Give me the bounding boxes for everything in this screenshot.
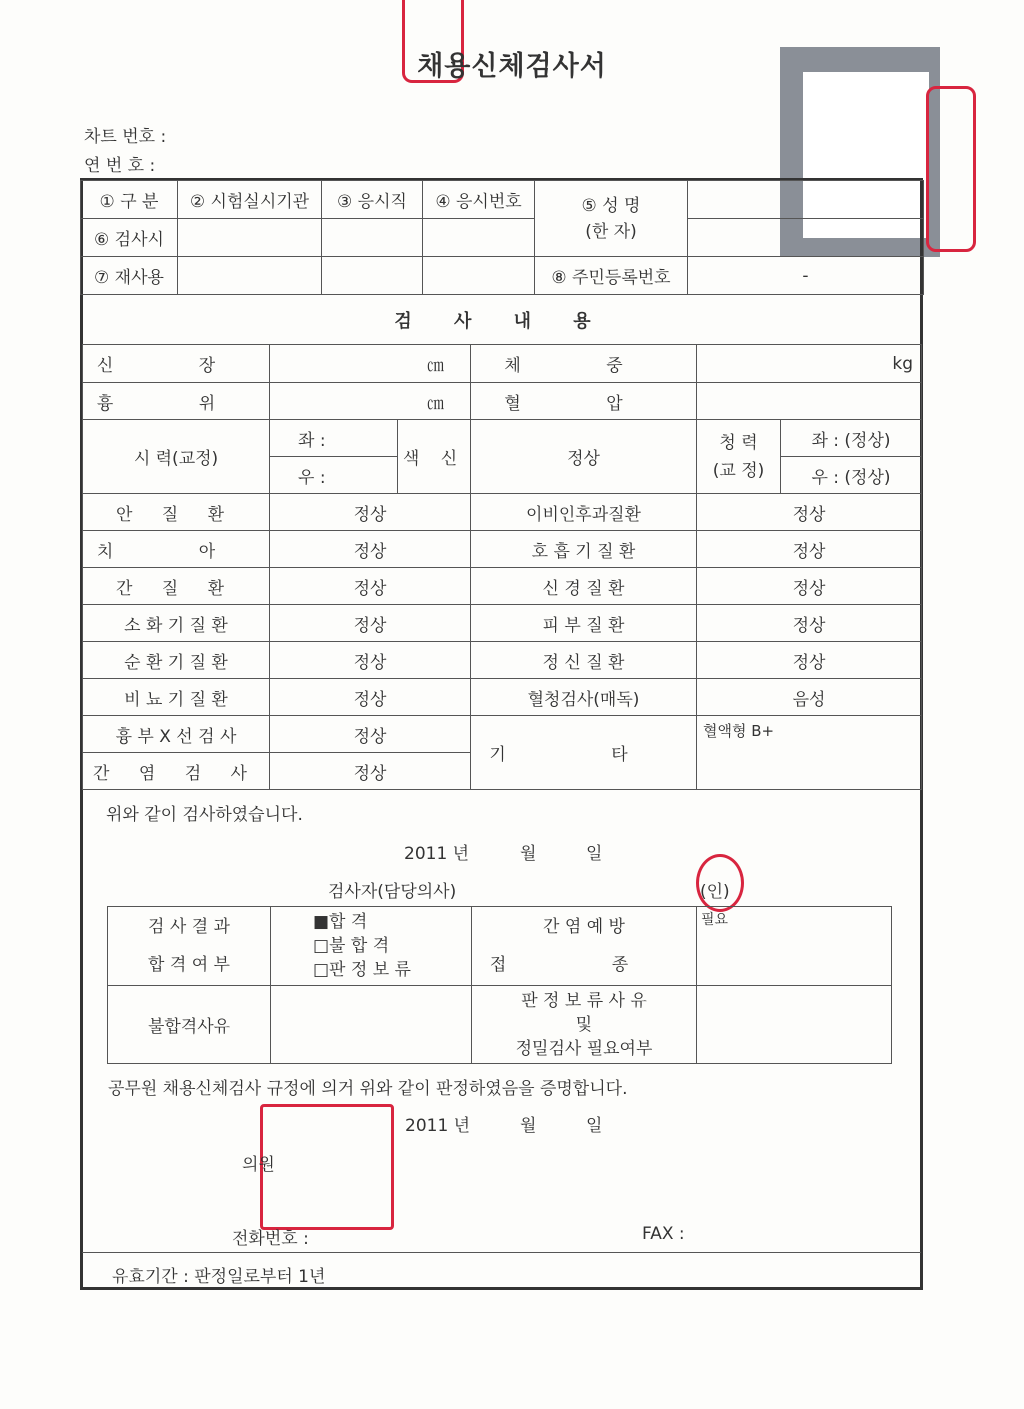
category-header: ① 구 분 xyxy=(81,181,178,219)
hold-option: □판 정 보 류 xyxy=(313,960,411,980)
hearing-left: 좌 : (정상) xyxy=(781,420,922,457)
exam-date-month: 월 xyxy=(520,844,537,864)
document-title: 채용신체검사서 xyxy=(417,51,607,82)
chest-unit: ㎝ xyxy=(427,393,444,414)
chest-label: 흉 위 xyxy=(83,383,270,420)
vaccination-label xyxy=(472,907,697,986)
row-label: 소 화 기 질 환 xyxy=(83,605,270,642)
color-vision-label: 색 신 xyxy=(398,420,471,494)
row-label: 정 신 질 환 xyxy=(471,642,697,679)
result-label xyxy=(108,907,271,986)
hearing-right: 우 : (정상) xyxy=(781,457,922,494)
hearing-title: 청 력 xyxy=(719,432,758,453)
resident-number-label: ⑧ 주민등록번호 xyxy=(535,257,688,295)
row-value: 정상 xyxy=(270,605,471,642)
section-title: 검 사 내 용 xyxy=(82,296,921,345)
row-label: 안 질 환 xyxy=(83,494,270,531)
vaccination-label-line1: 간 염 예 방 xyxy=(543,917,625,937)
examined-statement: 위와 같이 검사하였습니다. xyxy=(106,805,303,825)
row-label: 이비인후과질환 xyxy=(471,494,697,531)
row-label: 치 아 xyxy=(83,531,270,568)
result-label-line1: 검 사 결 과 xyxy=(148,917,230,937)
row-value: 정상 xyxy=(697,642,922,679)
fail-reason-label: 불합격사유 xyxy=(108,986,271,1064)
exam-table xyxy=(82,344,922,790)
blood-type: 혈액형 B+ xyxy=(703,722,775,740)
row-value: 음성 xyxy=(697,679,922,716)
exam-number-header: ④ 응시번호 xyxy=(423,181,535,219)
name-value xyxy=(688,181,924,219)
certify-statement: 공무원 채용신체검사 규정에 의거 위와 같이 판정하였음을 증명합니다. xyxy=(108,1079,628,1099)
cert-date-year: 2011 년 xyxy=(405,1116,471,1136)
height-label: 신 장 xyxy=(83,345,270,383)
chest-value xyxy=(270,383,471,420)
resident-number-value: - xyxy=(688,257,924,295)
validity-text: 유효기간 : 판정일로부터 1년 xyxy=(112,1267,326,1287)
photo-seal xyxy=(926,86,976,252)
reuse-label: ⑦ 재사용 xyxy=(81,257,178,295)
hold-reason-line3: 정밀검사 필요여부 xyxy=(515,1038,653,1059)
vaccination-needed: 필요 xyxy=(701,912,729,928)
examiner-seal-mark: (인) xyxy=(700,882,730,902)
vision-right: 우 : xyxy=(270,457,398,494)
row-label: 혈청검사(매독) xyxy=(471,679,697,716)
position-header: ③ 응시직 xyxy=(322,181,423,219)
hepatitis-label: 간 염 검 사 xyxy=(83,753,270,790)
name-header xyxy=(535,181,688,257)
row-value: 정상 xyxy=(697,605,922,642)
blood-pressure-value xyxy=(697,383,922,420)
validity-divider xyxy=(82,1252,921,1253)
name-label: ⑤ 성 명 xyxy=(581,195,641,216)
xray-label: 흉 부 X 선 검 사 xyxy=(83,716,270,753)
examiner-label: 검사자(담당의사) xyxy=(328,882,457,902)
row-value: 정상 xyxy=(270,642,471,679)
result-options xyxy=(271,907,472,986)
serial-number-label: 연 번 호 : xyxy=(84,156,156,176)
row-value: 정상 xyxy=(697,568,922,605)
row-label: 간 질 환 xyxy=(83,568,270,605)
hearing-corrected: (교 정) xyxy=(712,460,765,481)
exam-date-day: 일 xyxy=(586,844,603,864)
result-table xyxy=(107,906,892,1064)
applicant-info-table xyxy=(80,180,924,295)
color-vision-value: 정상 xyxy=(471,420,697,494)
hepatitis-value: 정상 xyxy=(270,753,471,790)
weight-value xyxy=(697,345,922,383)
row-value: 정상 xyxy=(270,679,471,716)
hold-reason-line1: 판 정 보 류 사 유 xyxy=(521,990,647,1011)
row-label: 호 흡 기 질 환 xyxy=(471,531,697,568)
xray-value: 정상 xyxy=(270,716,471,753)
row-label: 비 뇨 기 질 환 xyxy=(83,679,270,716)
chart-number-label: 차트 번호 : xyxy=(84,127,167,147)
fail-option: □불 합 격 xyxy=(313,936,390,956)
weight-unit: kg xyxy=(892,353,914,374)
weight-label: 체 중 xyxy=(471,345,697,383)
vaccination-value xyxy=(697,907,892,986)
agency-header: ② 시험실시기관 xyxy=(178,181,322,219)
result-label-line2: 합 격 여 부 xyxy=(148,955,230,975)
exam-date-year: 2011 년 xyxy=(404,844,470,864)
row-value: 정상 xyxy=(270,531,471,568)
cert-date-day: 일 xyxy=(586,1116,603,1136)
hold-reason-label xyxy=(472,986,697,1064)
hold-reason-value xyxy=(697,986,892,1064)
other-value xyxy=(697,716,922,790)
row-label: 피 부 질 환 xyxy=(471,605,697,642)
row-value: 정상 xyxy=(270,568,471,605)
vision-label: 시 력(교정) xyxy=(83,420,270,494)
row-value: 정상 xyxy=(270,494,471,531)
phone-label: 전화번호 : xyxy=(232,1229,309,1249)
hold-reason-line2: 및 xyxy=(575,1014,593,1035)
height-value xyxy=(270,345,471,383)
name-hanja-label: (한 자) xyxy=(585,221,637,242)
vision-left: 좌 : xyxy=(270,420,398,457)
row-label: 순 환 기 질 환 xyxy=(83,642,270,679)
hearing-label xyxy=(697,420,781,494)
clinic-label: 의원 xyxy=(242,1155,275,1175)
fail-reason-value xyxy=(271,986,472,1064)
row-value: 정상 xyxy=(697,494,922,531)
name-hanja-value xyxy=(688,219,924,257)
row-label: 신 경 질 환 xyxy=(471,568,697,605)
clinic-seal xyxy=(260,1104,394,1230)
exam-city-label: ⑥ 검사시 xyxy=(81,219,178,257)
cert-date-month: 월 xyxy=(520,1116,537,1136)
fax-label: FAX : xyxy=(642,1224,685,1244)
pass-option: ■합 격 xyxy=(313,912,368,932)
other-label: 기 타 xyxy=(471,716,697,790)
row-value: 정상 xyxy=(697,531,922,568)
vaccination-label-line2: 접 종 xyxy=(489,955,679,975)
height-unit: ㎝ xyxy=(427,356,444,376)
blood-pressure-label: 혈 압 xyxy=(471,383,697,420)
